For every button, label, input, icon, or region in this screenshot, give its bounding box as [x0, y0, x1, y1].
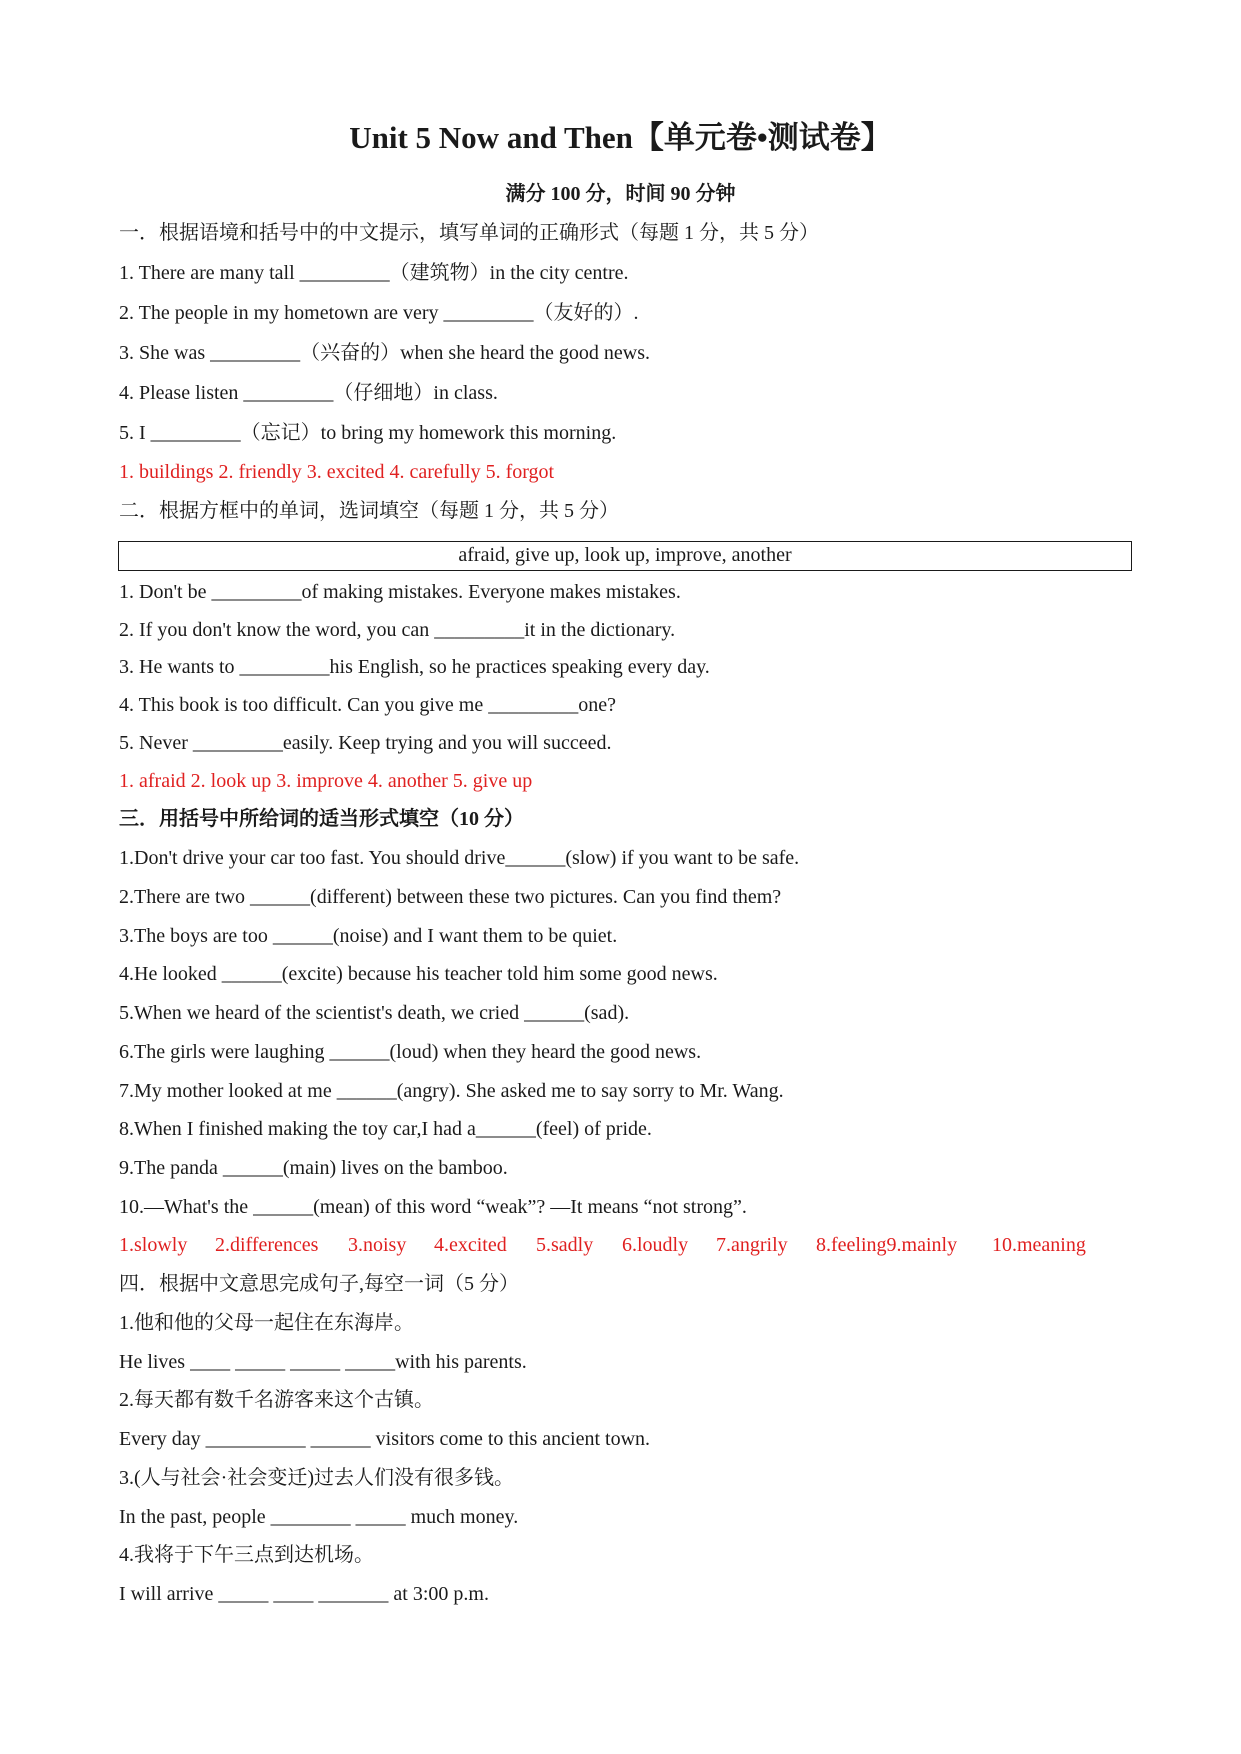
- section-4-prompt-3: 3.(人与社会·社会变迁)过去人们没有很多钱。: [119, 1467, 514, 1489]
- section-3-answer-1: 1.slowly: [119, 1234, 188, 1256]
- section-4-sentence-1: He lives ____ _____ _____ _____with his parents.: [119, 1351, 527, 1373]
- section-4-prompt-2: 2.每天都有数千名游客来这个古镇。: [119, 1389, 434, 1411]
- section-3-heading: 三．用括号中所给词的适当形式填空（10 分）: [119, 808, 524, 830]
- section-3-question-5: 5.When we heard of the scientist's death, we cried ______(sad).: [119, 1002, 630, 1024]
- section-3-question-8: 8.When I finished making the toy car,I had a______(feel) of pride.: [119, 1118, 652, 1140]
- section-2-question-2: 2. If you don't know the word, you can _________it in the dictionary.: [119, 619, 676, 641]
- section-4-sentence-2: Every day __________ ______ visitors come to this ancient town.: [119, 1428, 651, 1450]
- section-2-question-3: 3. He wants to _________his English, so he practices speaking every day.: [119, 656, 710, 678]
- section-3-answer-6: 6.loudly: [622, 1234, 689, 1256]
- section-3-answer-3: 3.noisy: [348, 1234, 407, 1256]
- section-1-heading: 一．根据语境和括号中的中文提示，填写单词的正确形式（每题 1 分，共 5 分）: [119, 222, 819, 244]
- section-3-question-6: 6.The girls were laughing ______(loud) when they heard the good news.: [119, 1041, 702, 1063]
- section-3-question-2: 2.There are two ______(different) between these two pictures. Can you find them?: [119, 886, 782, 908]
- section-3-question-10: 10.—What's the ______(mean) of this word “weak”? —It means “not strong”.: [119, 1196, 747, 1218]
- section-1-question-3: 3. She was _________（兴奋的）when she heard the good news.: [119, 342, 651, 364]
- section-2-question-5: 5. Never _________easily. Keep trying and you will succeed.: [119, 732, 612, 754]
- page-title: Unit 5 Now and Then【单元卷•测试卷】: [349, 120, 892, 155]
- section-3-question-7: 7.My mother looked at me ______(angry). She asked me to say sorry to Mr. Wang.: [119, 1080, 784, 1102]
- page-subtitle: 满分 100 分，时间 90 分钟: [505, 183, 736, 205]
- section-1-question-2: 2. The people in my hometown are very _________（友好的）.: [119, 302, 639, 324]
- section-1-question-1: 1. There are many tall _________（建筑物）in the city centre.: [119, 262, 629, 284]
- section-1-question-5: 5. I _________（忘记）to bring my homework this morning.: [119, 422, 617, 444]
- section-4-prompt-4: 4.我将于下午三点到达机场。: [119, 1544, 374, 1566]
- section-3-question-3: 3.The boys are too ______(noise) and I want them to be quiet.: [119, 925, 618, 947]
- section-4-sentence-3: In the past, people ________ _____ much money.: [119, 1506, 519, 1528]
- section-3-answer-8: 8.feeling9.mainly: [816, 1234, 958, 1256]
- section-2-heading: 二．根据方框中的单词，选词填空（每题 1 分，共 5 分）: [119, 500, 619, 522]
- section-3-answers: [119, 1231, 1086, 1259]
- section-3-answer-10: 10.meaning: [992, 1234, 1086, 1256]
- section-2-question-4: 4. This book is too difficult. Can you give me _________one?: [119, 694, 616, 716]
- word-box: afraid, give up, look up, improve, another: [118, 541, 1132, 571]
- section-4-prompt-1: 1.他和他的父母一起住在东海岸。: [119, 1312, 414, 1334]
- section-3-answer-4: 4.excited: [434, 1234, 507, 1256]
- section-3-question-4: 4.He looked ______(excite) because his teacher told him some good news.: [119, 963, 718, 985]
- section-3-question-1: 1.Don't drive your car too fast. You should drive______(slow) if you want to be safe.: [119, 847, 800, 869]
- section-3-answer-2: 2.differences: [215, 1234, 319, 1256]
- section-1-question-4: 4. Please listen _________（仔细地）in class.: [119, 382, 498, 404]
- section-3-answer-5: 5.sadly: [536, 1234, 594, 1256]
- section-2-question-1: 1. Don't be _________of making mistakes. Everyone makes mistakes.: [119, 581, 681, 603]
- section-3-question-9: 9.The panda ______(main) lives on the bamboo.: [119, 1157, 508, 1179]
- section-4-heading: 四．根据中文意思完成句子,每空一词（5 分）: [119, 1273, 519, 1295]
- section-2-answers: 1. afraid 2. look up 3. improve 4. another 5. give up: [119, 770, 533, 792]
- section-4-sentence-4: I will arrive _____ ____ _______ at 3:00 p.m.: [119, 1583, 489, 1605]
- section-1-answers: 1. buildings 2. friendly 3. excited 4. carefully 5. forgot: [119, 461, 555, 483]
- section-3-answer-7: 7.angrily: [716, 1234, 788, 1256]
